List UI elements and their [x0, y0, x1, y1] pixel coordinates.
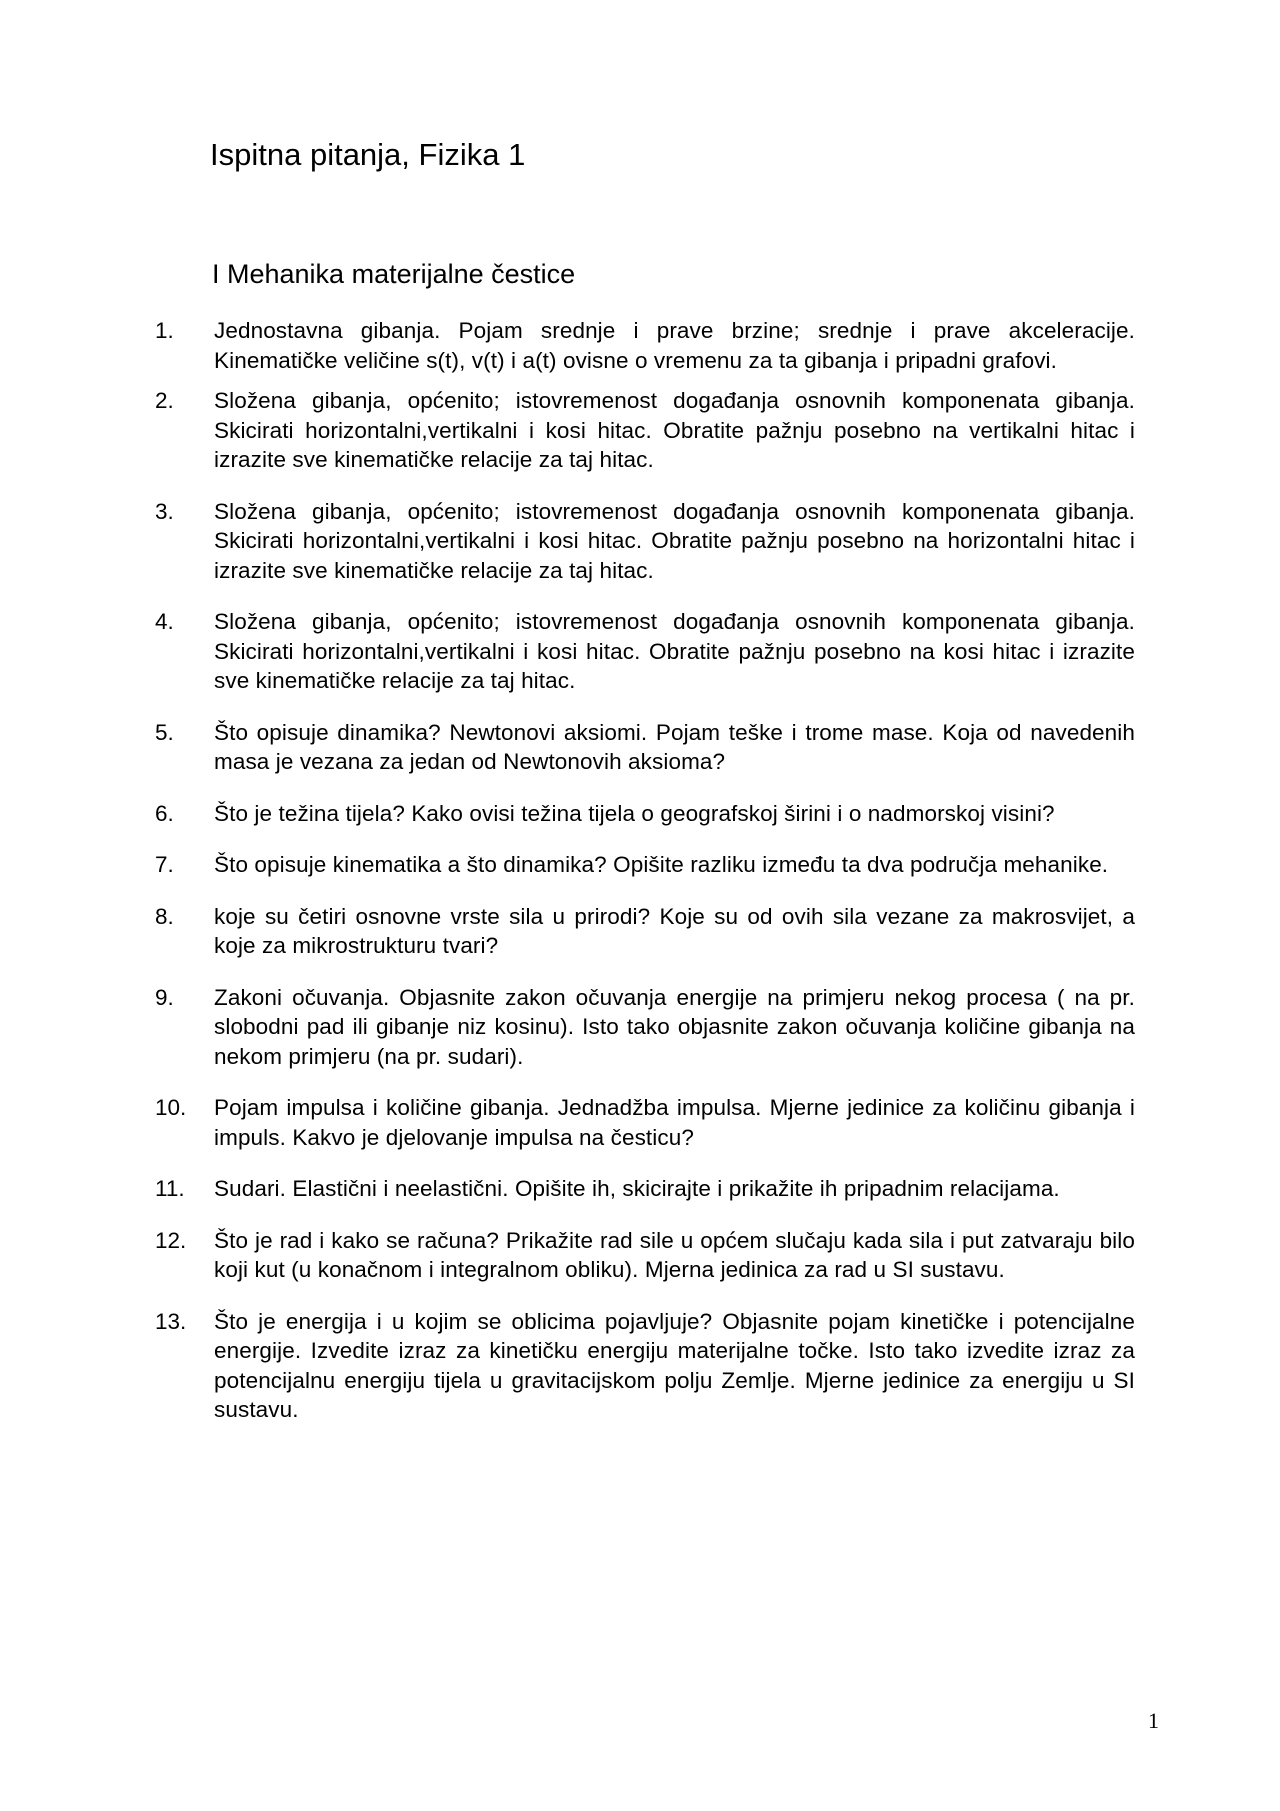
question-item [150, 1174, 1135, 1204]
section-heading: I Mehanika materijalne čestice [212, 259, 576, 289]
question-number: 12. [155, 1227, 187, 1253]
question-item [150, 607, 1135, 696]
question-item [150, 316, 1135, 375]
question-number: 3. [155, 498, 174, 524]
question-item [150, 902, 1135, 961]
question-text: Složena gibanja, općenito; istovremenost događanja osnovnih komponenata gibanja. Skicirati horizontalni,vertikalni i kosi hitac. Obratite pažnju posebno na horizontalni hitac i izrazite sve kinematičke relacije za taj hitac. [214, 498, 1135, 583]
question-text: Pojam impulsa i količine gibanja. Jednadžba impulsa. Mjerne jedinice za količinu gibanja i impuls. Kakvo je djelovanje impulsa na česticu? [214, 1095, 1135, 1150]
question-text: Što opisuje dinamika? Newtonovi aksiomi. Pojam teške i trome mase. Koja od navedenih masa je vezana za jedan od Newtonovih aksioma? [214, 719, 1135, 774]
question-text: Što je težina tijela? Kako ovisi težina tijela o geografskoj širini i o nadmorskoj visini? [214, 800, 1055, 826]
question-item [150, 1226, 1135, 1285]
question-item [150, 386, 1135, 475]
question-list [150, 316, 1135, 1425]
question-text: Zakoni očuvanja. Objasnite zakon očuvanja energije na primjeru nekog procesa ( na pr. slobodni pad ili gibanje niz kosinu). Isto tako objasnite zakon očuvanja količine gibanja na nekom primjeru (na pr. sudari). [214, 984, 1135, 1069]
page-number: 1 [1148, 1708, 1159, 1733]
question-number: 13. [155, 1308, 187, 1334]
question-text: Složena gibanja, općenito; istovremenost događanja osnovnih komponenata gibanja. Skicirati horizontalni,vertikalni i kosi hitac. Obratite pažnju posebno na vertikalni hitac i izrazite sve kinematičke relacije za taj hitac. [214, 388, 1135, 472]
question-text: Što opisuje kinematika a što dinamika? Opišite razliku između ta dva područja mehanike. [214, 852, 1109, 877]
question-text: Jednostavna gibanja. Pojam srednje i prave brzine; srednje i prave akceleracije. Kinematičke veličine s(t), v(t) i a(t) ovisne o vremenu za ta gibanja i pripadni grafovi. [214, 318, 1135, 373]
document-title: Ispitna pitanja, Fizika 1 [210, 137, 526, 172]
question-number: 11. [155, 1176, 185, 1201]
question-number: 1. [155, 318, 174, 343]
question-item [150, 850, 1135, 880]
question-number: 6. [155, 800, 174, 826]
question-number: 5. [155, 719, 174, 745]
question-text: Sudari. Elastični i neelastični. Opišite ih, skicirajte i prikažite ih pripadnim relacijama. [214, 1176, 1060, 1201]
question-number: 7. [155, 852, 174, 877]
question-number: 2. [155, 388, 174, 413]
question-item [150, 1093, 1135, 1152]
question-item [150, 1307, 1135, 1425]
question-number: 10. [155, 1095, 187, 1120]
question-item [150, 718, 1135, 777]
question-text: Složena gibanja, općenito; istovremenost događanja osnovnih komponenata gibanja. Skicirati horizontalni,vertikalni i kosi hitac. Obratite pažnju posebno na kosi hitac i izrazite sve kinematičke relacije za taj hitac. [214, 609, 1135, 693]
question-number: 9. [155, 984, 174, 1010]
question-text: Što je rad i kako se računa? Prikažite rad sile u općem slučaju kada sila i put zatvaraju bilo koji kut (u konačnom i integralnom obliku). Mjerna jedinica za rad u SI sustavu. [214, 1227, 1135, 1282]
question-item [150, 983, 1135, 1072]
question-item [150, 497, 1135, 586]
question-number: 4. [155, 609, 174, 634]
question-item [150, 799, 1135, 829]
question-number: 8. [155, 903, 174, 929]
question-text: Što je energija i u kojim se oblicima pojavljuje? Objasnite pojam kinetičke i potencijalne energije. Izvedite izraz za kinetičku energiju materijalne točke. Isto tako izvedite izraz za potencijalnu energiju tijela u gravitacijskom polju Zemlje. Mjerne jedinice za energiju u SI sustavu. [214, 1308, 1135, 1422]
question-text: koje su četiri osnovne vrste sila u prirodi? Koje su od ovih sila vezane za makrosvijet, a koje za mikrostrukturu tvari? [214, 903, 1135, 958]
